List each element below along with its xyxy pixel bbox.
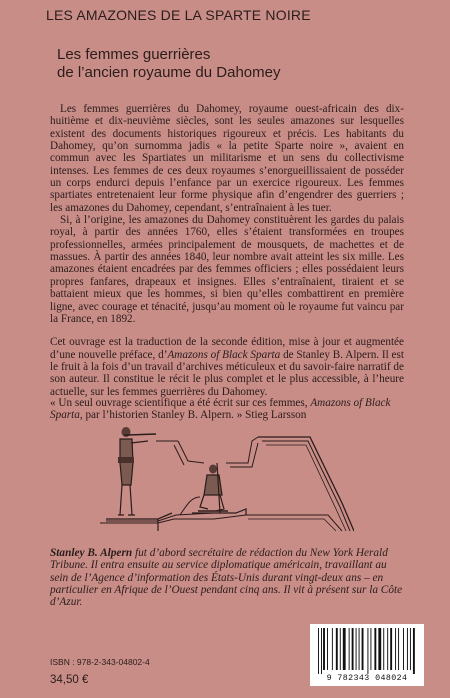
blurb-paragraph-2: Si, à l’origine, les amazones du Dahomey constituèrent les gardes du palais royal, à partir des années 1760, elles s’étaient transformées en troupes professionnelles, armées principalement de mousquets, de machettes et de massues. À partir des années 1840, leur nombre avait atteint les six mille. Les amazones étaient encadrées par des femmes officiers ; elles possédaient leurs propres fanfares, drapeaux et insignes. Elles s’entraînaient, tiraient et se battaient mieux que les hommes, si bien qu’elles combattirent en première ligne, avec courage et ténacité, jusqu’au moment où le royaume fut vaincu par la France, en 1892. [50, 214, 404, 325]
title-line-1: Les femmes guerrières [57, 46, 211, 63]
ean-barcode-icon [316, 628, 418, 674]
quote-start: « Un seul ouvrage scientifique a été écrit sur ces femmes, [50, 397, 311, 409]
blurb [50, 103, 404, 398]
quote-text [50, 397, 404, 422]
series-title: LES AMAZONES DE LA SPARTE NOIRE [46, 7, 311, 23]
title-line-2: de l’ancien royaume du Dahomey [57, 64, 281, 81]
barcode-number: 9 782343 048024 [326, 674, 408, 683]
author-name: Stanley B. Alpern [50, 547, 133, 559]
warrior-standing-figure [118, 427, 156, 515]
book-title [57, 46, 280, 82]
isbn-label: ISBN : 978-2-343-04802-4 [50, 657, 150, 667]
author-bio-body: fut d’abord secrétaire de rédaction du New York Herald Tribune. Il entra ensuite au service diplomatique américain, travaillant au sein de l’Agence d’information des États-Unis durant vingt-deux ans – en particulier en Afrique de l’Ouest pendant cinq ans. Il vit à présent sur la Côte d’Azur. [50, 547, 403, 609]
author-bio [50, 547, 406, 609]
quote-book-title: Amazons of Black Sparta [50, 397, 391, 422]
quote-end: , par l’historien Stanley B. Alpern. » Stieg Larsson [79, 409, 307, 422]
price-label: 34,50 € [50, 674, 89, 686]
warrior-kneeling-figure [198, 463, 228, 513]
para3-start: Cet ouvrage est la traduction de la seconde édition, mise à jour et augmentée d’une nouvelle préface, d’ [50, 336, 404, 361]
amazon-warriors-engraving-icon [96, 423, 354, 546]
barcode [310, 624, 424, 686]
blurb-paragraph-1: Les femmes guerrières du Dahomey, royaume ouest-africain des dix-huitième et dix-neuvième siècles, sont les seules amazones sur lesquelles existent des documents historiques rigoureux et précis. Les habitants du Dahomey, qu’on surnomma jadis « la petite Sparte noire », avaient en commun avec les Spartiates un militarisme et un sens du collectivisme intenses. Les femmes de ces deux royaumes s’enorgueillissaient de posséder un corps endurci depuis l’enfance par un exercice rigoureux. Les femmes spartiates entretenaient leur forme physique afin d’engendrer des guerriers ; les amazones du Dahomey, cependant, s’entraînaient à les tuer. [50, 103, 404, 214]
author-bio-text [50, 547, 406, 609]
para3-end: de Stanley B. Alpern. Il est le fruit à la fois d’un travail d’archives méticuleux et du savoir-faire narratif de son auteur. Il constitue le récit le plus complet et le plus accessible, à l’heure actuelle, sur les femmes guerrières du Dahomey. [50, 348, 404, 398]
press-quote [50, 397, 404, 422]
para3-book-title: Amazons of Black Sparta [167, 348, 281, 361]
blurb-paragraph-3 [50, 336, 404, 398]
